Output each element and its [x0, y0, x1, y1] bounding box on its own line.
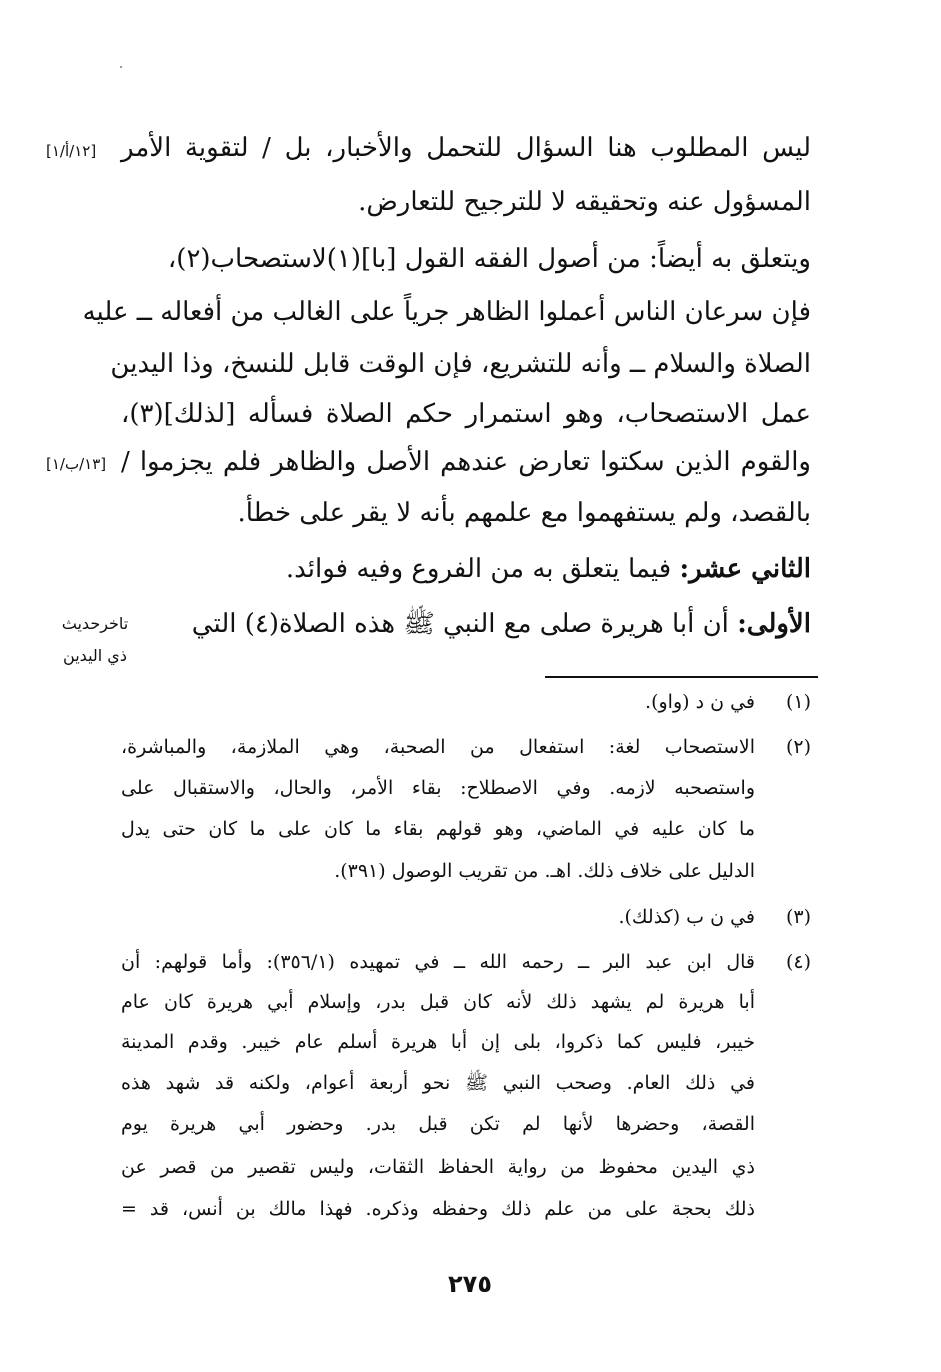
scan-speck: [120, 66, 122, 68]
footnote-2-line-4: الدليل على خلاف ذلك. اهـ. من تقريب الوصول (٣٩١).: [334, 860, 755, 882]
footnote-text: الاستصحاب لغة: استفعال من الصحبة، وهي الملازمة، والمباشرة،: [121, 736, 755, 758]
first-benefit-text: أن أبا هريرة صلى مع النبي ﷺ هذه الصلاة(٤) التي: [191, 609, 738, 639]
margin-note-line-2: ذي اليدين: [63, 646, 127, 665]
first-benefit: [171, 607, 811, 641]
footnote-divider: [545, 676, 818, 678]
body-line-2: المسؤول عنه وتحقيقه لا للترجيح للتعارض.: [358, 187, 811, 217]
footnote-number: (١): [785, 691, 811, 713]
body-line-3: ويتعلق به أيضاً: من أصول الفقه القول [با](١)لاستصحاب(٢)،: [167, 244, 811, 274]
footnote-4-line-3: خيبر، فليس كما ذكروا، بلى إن أبا هريرة أسلم عام خيبر. وقدم المدينة: [121, 1031, 755, 1053]
margin-ref-1: [١٢/أ/١]: [46, 142, 97, 160]
body-line-5: الصلاة والسلام ــ وأنه للتشريع، فإن الوقت قابل للنسخ، وذا اليدين: [110, 349, 811, 379]
footnote-2-line-2: واستصحبه لازمه. وفي الاصطلاح: بقاء الأمر، والحال، والاستقبال على: [121, 777, 755, 799]
body-line-1: ليس المطلوب هنا السؤال للتحمل والأخبار، بل / لتقوية الأمر: [121, 133, 811, 163]
margin-ref-2: [١٣/ب/١]: [46, 455, 107, 473]
margin-note-line-1: تاخرحديث: [61, 614, 129, 633]
body-line-4: فإن سرعان الناس أعملوا الظاهر جرياً على الغالب من أفعاله ــ عليه: [82, 297, 811, 327]
footnote-text: في ن د (واو).: [645, 691, 755, 713]
section-heading: [171, 552, 811, 586]
footnote-number: (٤): [785, 951, 811, 973]
footnote-2-line-3: ما كان عليه في الماضي، وهو قولهم بقاء ما كان على ما كان حتى يدل: [121, 818, 755, 840]
footnote-4-line-6: ذي اليدين محفوظ من رواية الحفاظ الثقات، وليس تقصير من قصر عن: [121, 1156, 755, 1178]
footnote-text: قال ابن عبد البر ــ رحمه الله ــ في تمهيده (٣٥٦/١): وأما قولهم: أن: [121, 951, 755, 973]
footnote-4-line-2: أبا هريرة لم يشهد ذلك لأنه كان قبل بدر، وإسلام أبي هريرة كان عام: [121, 991, 755, 1013]
footnote-text: في ن ب (كذلك).: [618, 906, 755, 928]
body-line-8: بالقصد، ولم يستفهموا مع علمهم بأنه لا يقر على خطأ.: [237, 498, 811, 528]
body-line-7: والقوم الذين سكتوا تعارض عندهم الأصل والظاهر فلم يجزموا /: [121, 447, 811, 477]
footnote-number: (٢): [785, 736, 811, 758]
footnote-4-line-4: في ذلك العام. وصحب النبي ﷺ نحو أربعة أعوام، ولكنه قد شهد هذه: [121, 1072, 755, 1094]
footnote-4-line-7: ذلك بحجة على من علم ذلك وحفظه وذكره. فهذا مالك بن أنس، قد =: [121, 1198, 755, 1220]
footnote-4-line-5: القصة، وحضرها لأنها لم تكن قبل بدر. وحضور أبي هريرة يوم: [121, 1113, 755, 1135]
body-line-6: عمل الاستصحاب، وهو استمرار حكم الصلاة فسأله [لذلك](٣)،: [121, 399, 811, 429]
first-benefit-label: الأولى:: [737, 609, 811, 639]
footnote-number: (٣): [785, 906, 811, 928]
section-heading-label: الثاني عشر:: [679, 554, 811, 584]
page-number: ٢٧٥: [448, 1270, 492, 1298]
section-heading-text: فيما يتعلق به من الفروع وفيه فوائد.: [285, 554, 680, 584]
